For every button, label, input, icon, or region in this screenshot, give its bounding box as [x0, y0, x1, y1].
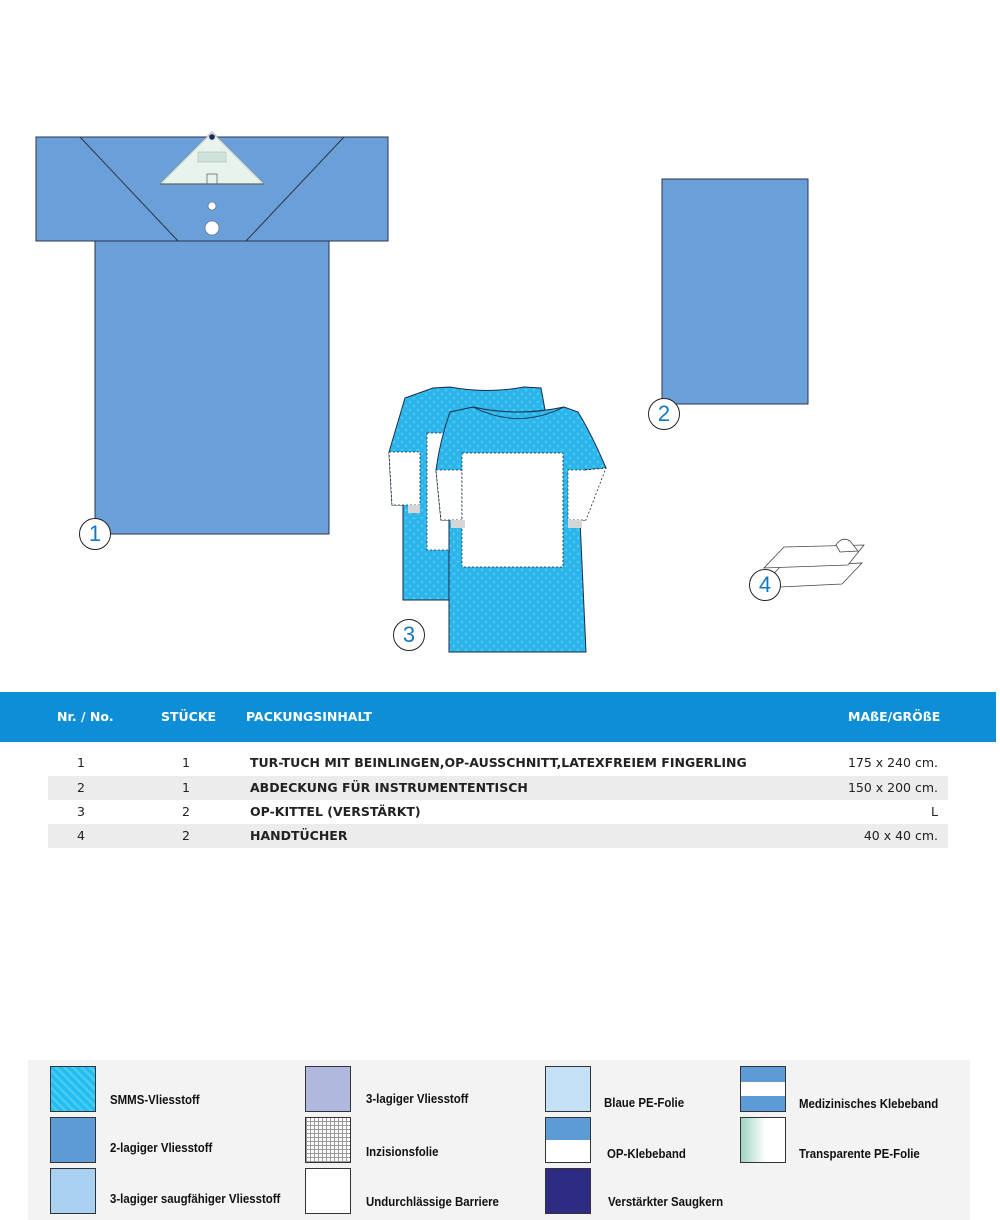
- item-marker-1: 1: [79, 518, 111, 550]
- row-stuecke: 2: [182, 804, 190, 819]
- instrument-table-cover-illustration: [662, 179, 808, 404]
- table-row: [48, 776, 948, 800]
- drape-illustration: [36, 132, 388, 534]
- table-row: [48, 751, 948, 775]
- row-inhalt: TUR-TUCH MIT BEINLINGEN,OP-AUSSCHNITT,LATEXFREIEM FINGERLING: [250, 755, 747, 770]
- row-nr: 2: [77, 780, 85, 795]
- item-marker-3: 3: [393, 619, 425, 651]
- row-stuecke: 1: [182, 780, 190, 795]
- item-marker-2: 2: [648, 398, 680, 430]
- swatch-transparente-pe-folie: [740, 1117, 786, 1163]
- row-groesse: 175 x 240 cm.: [847, 755, 938, 770]
- legend-label: Blaue PE-Folie: [604, 1095, 685, 1110]
- legend-label: SMMS-Vliesstoff: [110, 1092, 200, 1107]
- row-nr: 4: [77, 828, 85, 843]
- row-nr: 3: [77, 804, 85, 819]
- header-inhalt: PACKUNGSINHALT: [246, 709, 372, 724]
- table-header: [0, 692, 996, 742]
- row-groesse: 40 x 40 cm.: [863, 828, 938, 843]
- swatch-2-lagig: [50, 1117, 96, 1163]
- legend-label: Inzisionsfolie: [366, 1144, 439, 1159]
- swatch-medizinisches-klebeband: [740, 1066, 786, 1112]
- legend-label: 2-lagiger Vliesstoff: [110, 1140, 213, 1155]
- swatch-3-lagig-saugfaehig: [50, 1168, 96, 1214]
- row-stuecke: 2: [182, 828, 190, 843]
- row-stuecke: 1: [182, 755, 190, 770]
- row-inhalt: ABDECKUNG FÜR INSTRUMENTENTISCH: [250, 780, 528, 795]
- row-groesse: L: [931, 804, 938, 819]
- swatch-3-lagig: [305, 1066, 351, 1112]
- table-row: [48, 800, 948, 824]
- swatch-smms: [50, 1066, 96, 1112]
- swatch-blaue-pe-folie: [545, 1066, 591, 1112]
- swatch-inzisionsfolie: [305, 1117, 351, 1163]
- legend-label: Verstärkter Saugkern: [608, 1194, 724, 1209]
- row-groesse: 150 x 200 cm.: [847, 780, 938, 795]
- item-marker-4: 4: [749, 569, 781, 601]
- swatch-undurchlaessige-barriere: [305, 1168, 351, 1214]
- swatch-verstaerkter-saugkern: [545, 1168, 591, 1214]
- material-legend: [28, 1060, 970, 1220]
- legend-label: 3-lagiger Vliesstoff: [366, 1091, 469, 1106]
- legend-label: OP-Klebeband: [607, 1146, 686, 1161]
- header-nr: Nr. / No.: [57, 709, 114, 724]
- surgical-gowns-illustration: [389, 387, 606, 652]
- header-groesse: MAßE/GRÖßE: [848, 709, 941, 724]
- legend-label: Transparente PE-Folie: [799, 1146, 920, 1161]
- legend-label: 3-lagiger saugfähiger Vliesstoff: [110, 1191, 281, 1206]
- row-nr: 1: [77, 755, 85, 770]
- legend-label: Medizinisches Klebeband: [799, 1096, 939, 1111]
- row-inhalt: OP-KITTEL (VERSTÄRKT): [250, 804, 421, 819]
- header-stuecke: STÜCKE: [161, 709, 217, 724]
- legend-label: Undurchlässige Barriere: [366, 1194, 499, 1209]
- swatch-op-klebeband: [545, 1117, 591, 1163]
- row-inhalt: HANDTÜCHER: [250, 828, 348, 843]
- table-row: [48, 824, 948, 848]
